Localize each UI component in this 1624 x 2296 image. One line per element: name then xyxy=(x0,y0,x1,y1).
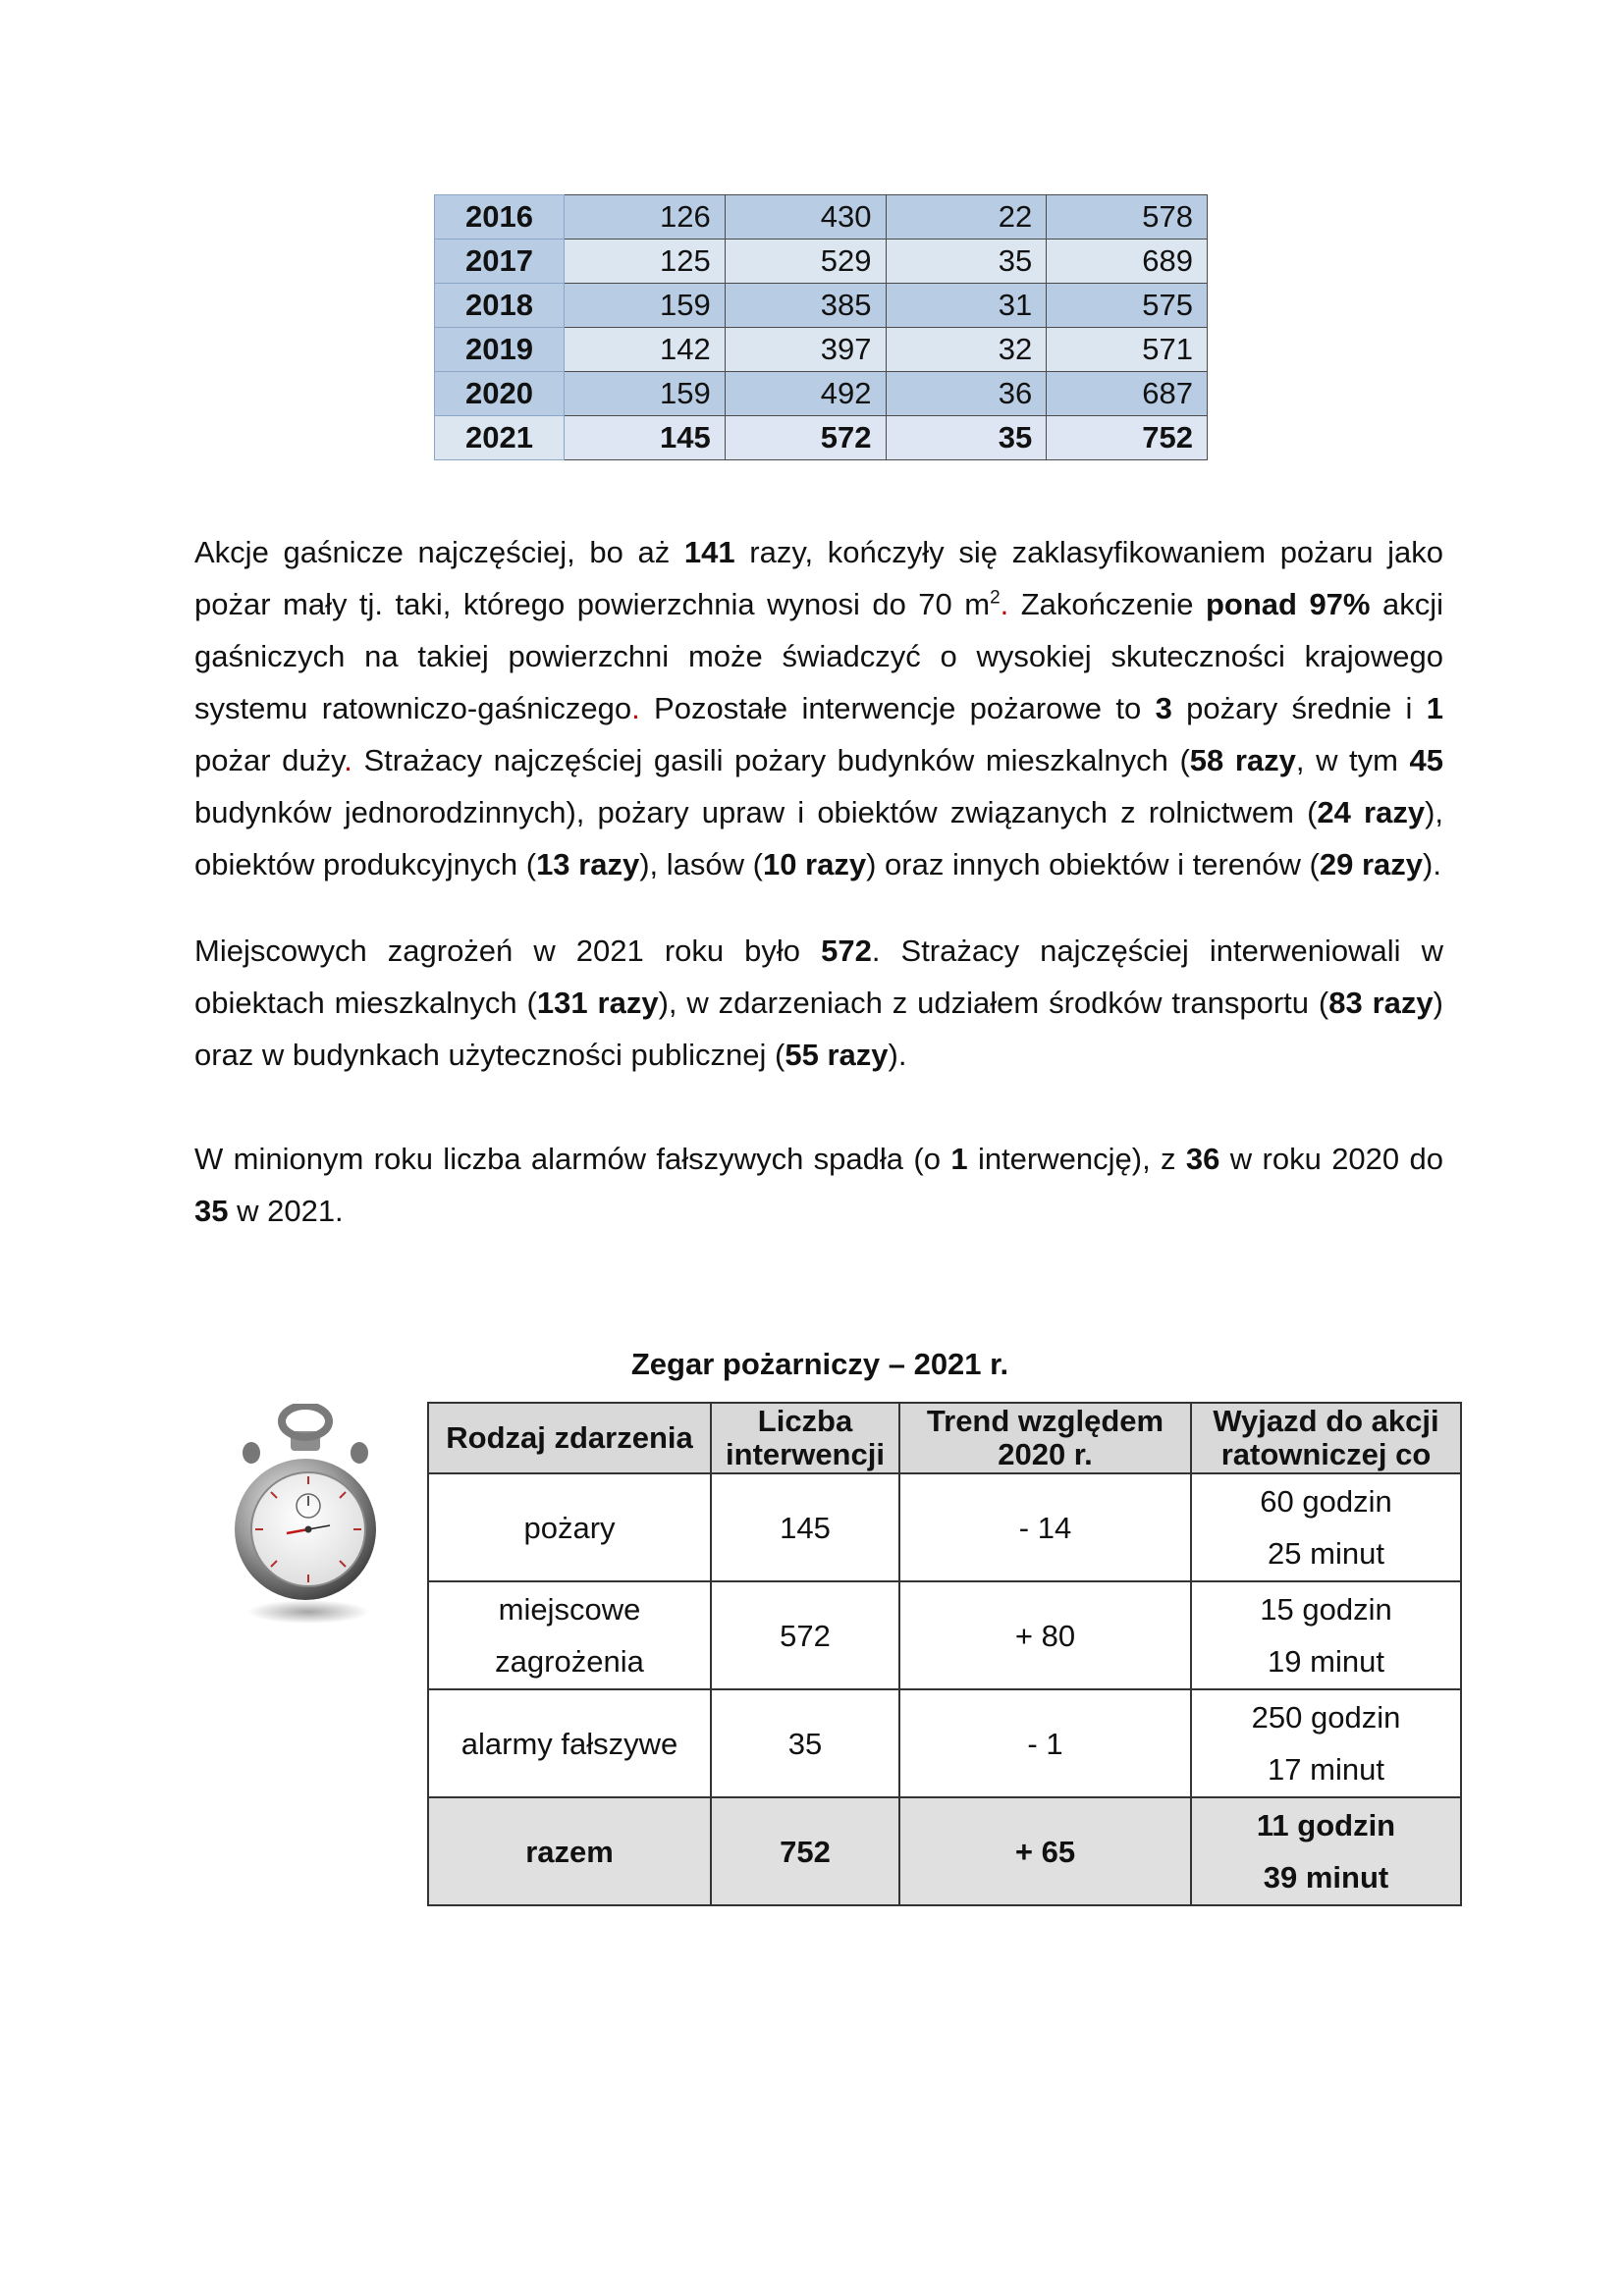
table-header-row xyxy=(428,1403,1461,1473)
table-row xyxy=(428,1473,1461,1581)
year-cell: 2020 xyxy=(435,372,565,416)
table-row xyxy=(435,328,1208,372)
header-event-type: Rodzaj zdarzenia xyxy=(428,1403,711,1473)
value-cell: 35 xyxy=(886,416,1047,460)
value-cell: 492 xyxy=(725,372,886,416)
count-cell: 145 xyxy=(711,1473,899,1581)
frequency-cell: 60 godzin 25 minut xyxy=(1191,1473,1461,1581)
value-cell: 159 xyxy=(565,372,726,416)
total-cell: 687 xyxy=(1047,372,1208,416)
table-row xyxy=(428,1581,1461,1689)
trend-cell: + 80 xyxy=(899,1581,1191,1689)
year-cell: 2019 xyxy=(435,328,565,372)
value-cell: 529 xyxy=(725,240,886,284)
local-threats-paragraph: Miejscowych zagrożeń w 2021 roku było 572. Strażacy najczęściej interweniowali w obiektach mieszkalnych (131 razy), w zdarzeniach z udziałem środków transportu (83 razy) oraz w budynkach użyteczności publicznej (55 razy). xyxy=(194,934,1443,1072)
table-row xyxy=(435,284,1208,328)
count-cell: 752 xyxy=(711,1797,899,1905)
value-cell: 385 xyxy=(725,284,886,328)
count-cell: 572 xyxy=(711,1581,899,1689)
table-row xyxy=(428,1689,1461,1797)
value-cell: 145 xyxy=(565,416,726,460)
table-row xyxy=(435,195,1208,240)
event-type-cell: pożary xyxy=(428,1473,711,1581)
value-cell: 430 xyxy=(725,195,886,240)
trend-cell: - 14 xyxy=(899,1473,1191,1581)
year-cell: 2016 xyxy=(435,195,565,240)
total-cell: 578 xyxy=(1047,195,1208,240)
year-cell: 2017 xyxy=(435,240,565,284)
year-cell: 2018 xyxy=(435,284,565,328)
value-cell: 32 xyxy=(886,328,1047,372)
total-cell: 752 xyxy=(1047,416,1208,460)
false-alarms-paragraph: W minionym roku liczba alarmów fałszywych spadła (o 1 interwencję), z 36 w roku 2020 do 35 w 2021. xyxy=(194,1142,1444,1228)
event-type-cell: miejscowe zagrożenia xyxy=(428,1581,711,1689)
stopwatch-icon xyxy=(222,1404,389,1629)
year-cell: 2021 xyxy=(435,416,565,460)
total-cell: 575 xyxy=(1047,284,1208,328)
value-cell: 36 xyxy=(886,372,1047,416)
value-cell: 159 xyxy=(565,284,726,328)
table-row xyxy=(435,372,1208,416)
value-cell: 22 xyxy=(886,195,1047,240)
count-cell: 35 xyxy=(711,1689,899,1797)
value-cell: 125 xyxy=(565,240,726,284)
table-row xyxy=(435,240,1208,284)
value-cell: 126 xyxy=(565,195,726,240)
total-cell: 571 xyxy=(1047,328,1208,372)
value-cell: 397 xyxy=(725,328,886,372)
value-cell: 35 xyxy=(886,240,1047,284)
frequency-cell: 11 godzin 39 minut xyxy=(1191,1797,1461,1905)
trend-cell: + 65 xyxy=(899,1797,1191,1905)
value-cell: 572 xyxy=(725,416,886,460)
table-total-row xyxy=(428,1797,1461,1905)
header-trend: Trend względem 2020 r. xyxy=(899,1403,1191,1473)
trend-cell: - 1 xyxy=(899,1689,1191,1797)
total-cell: 689 xyxy=(1047,240,1208,284)
fire-actions-paragraph: Akcje gaśnicze najczęściej, bo aż 141 razy, kończyły się zaklasyfikowaniem pożaru jako pożar mały tj. taki, którego powierzchnia wynosi do 70 $m^2$. Zakończenie ponad 97% akcji gaśniczych na takiej powierzchni może świadczyć o wysokiej skuteczności krajowego systemu ratowniczo-gaśniczego. Pozostałe interwencje pożarowe to 3 pożary średnie i 1 pożar duży. Strażacy najczęściej gasili pożary budynków mieszkalnych (58 razy, w tym 45 budynków jednorodzinnych), pożary upraw i obiektów związanych z rolnictwem (24 razy), obiektów produkcyjnych (13 razy), lasów (10 razy) oraz innych obiektów i terenów (29 razy). xyxy=(194,535,1444,881)
frequency-cell: 15 godzin 19 minut xyxy=(1191,1581,1461,1689)
value-cell: 31 xyxy=(886,284,1047,328)
table-row xyxy=(435,416,1208,460)
fire-clock-caption: Zegar pożarniczy – 2021 r. xyxy=(630,1347,1009,1381)
event-type-cell: alarmy fałszywe xyxy=(428,1689,711,1797)
yearly-stats-table xyxy=(434,194,1208,460)
value-cell: 142 xyxy=(565,328,726,372)
header-frequency: Wyjazd do akcji ratowniczej co xyxy=(1191,1403,1461,1473)
frequency-cell: 250 godzin 17 minut xyxy=(1191,1689,1461,1797)
fire-clock-table xyxy=(427,1402,1462,1906)
event-type-cell: razem xyxy=(428,1797,711,1905)
header-count: Liczba interwencji xyxy=(711,1403,899,1473)
